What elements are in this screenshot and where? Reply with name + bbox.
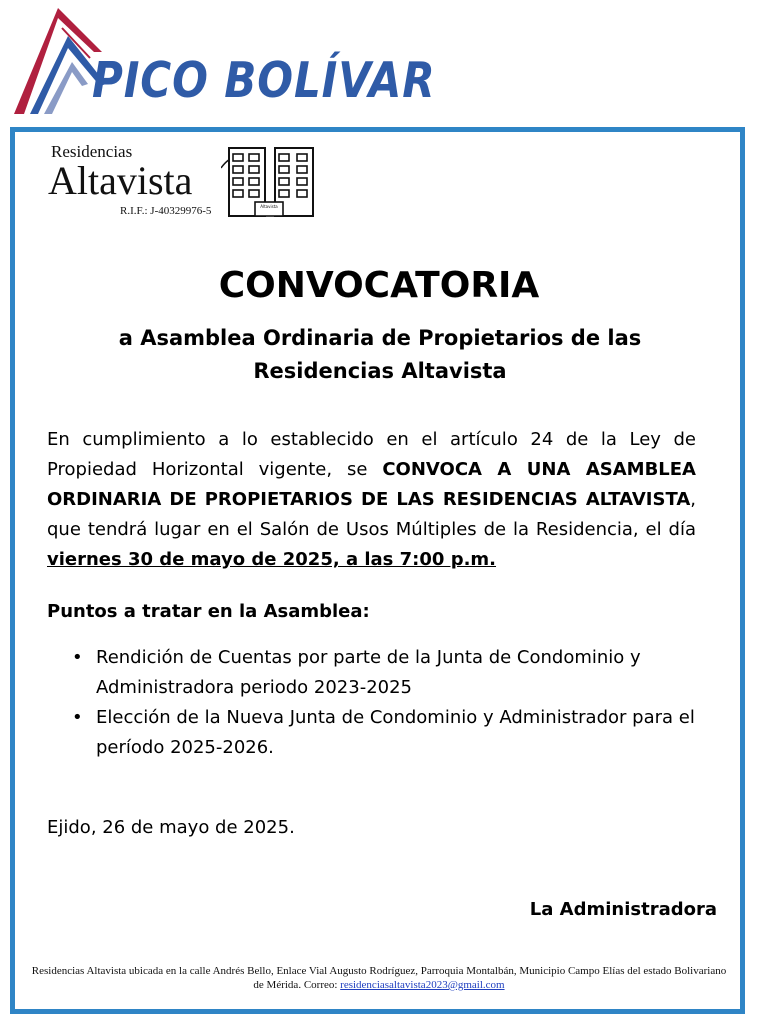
footer-text: Residencias Altavista ubicada en la calle Andrés Bello, Enlace Vial Augusto Rodríguez, Parroquia Montalbán, Municipio Campo Elías del estado Bolivariano de Mérida. Correo: [31, 965, 727, 991]
paragraph-text-2: , que tendrá lugar en el Salón de Usos Múltiples de la Residencia, el día [47, 489, 696, 540]
agenda-list [72, 643, 712, 763]
document-subtitle: a Asamblea Ordinaria de Propietarios de las Residencias Altavista [118, 326, 642, 383]
residencias-altavista-logo [48, 142, 328, 224]
document-title: CONVOCATORIA [218, 265, 540, 306]
footer-address [30, 964, 728, 992]
logo-residencias-text: Residencias [51, 142, 133, 161]
meeting-date-time: viernes 30 de mayo de 2025, a las 7:00 p.m. [47, 549, 497, 570]
logo-sign-text: Altavista [260, 204, 278, 209]
footer-email-link[interactable]: residenciasaltavista2023@gmail.com [340, 979, 505, 991]
paragraph-bold-convoca: CONVOCA A UNA ASAMBLEA ORDINARIA DE PROPIETARIOS DE LAS RESIDENCIAS ALTAVISTA [47, 459, 696, 510]
paragraph-text-1: En cumplimiento a lo establecido en el artículo 24 de la Ley de Propiedad Horizontal vigente, se [47, 429, 696, 480]
agenda-item [72, 643, 712, 703]
brand-logo-text: PICO BOLÍVAR [92, 52, 436, 109]
agenda-item-text: Elección de la Nueva Junta de Condominio y Administrador para el período 2025-2026. [96, 707, 695, 758]
date-line: Ejido, 26 de mayo de 2025. [47, 817, 295, 838]
buildings-icon [221, 146, 317, 220]
pico-bolivar-logo [10, 6, 436, 118]
logo-altavista-text: Altavista [48, 158, 193, 203]
bullet-icon: • [72, 707, 83, 728]
bullet-icon: • [72, 647, 83, 668]
agenda-heading: Puntos a tratar en la Asamblea: [47, 601, 370, 622]
convocation-paragraph [47, 425, 696, 575]
agenda-item-text: Rendición de Cuentas por parte de la Junta de Condominio y Administradora periodo 2023-2025 [96, 647, 641, 698]
agenda-item [72, 703, 712, 763]
logo-rif-text: R.I.F.: J-40329976-5 [120, 205, 212, 217]
signature: La Administradora [529, 899, 717, 920]
